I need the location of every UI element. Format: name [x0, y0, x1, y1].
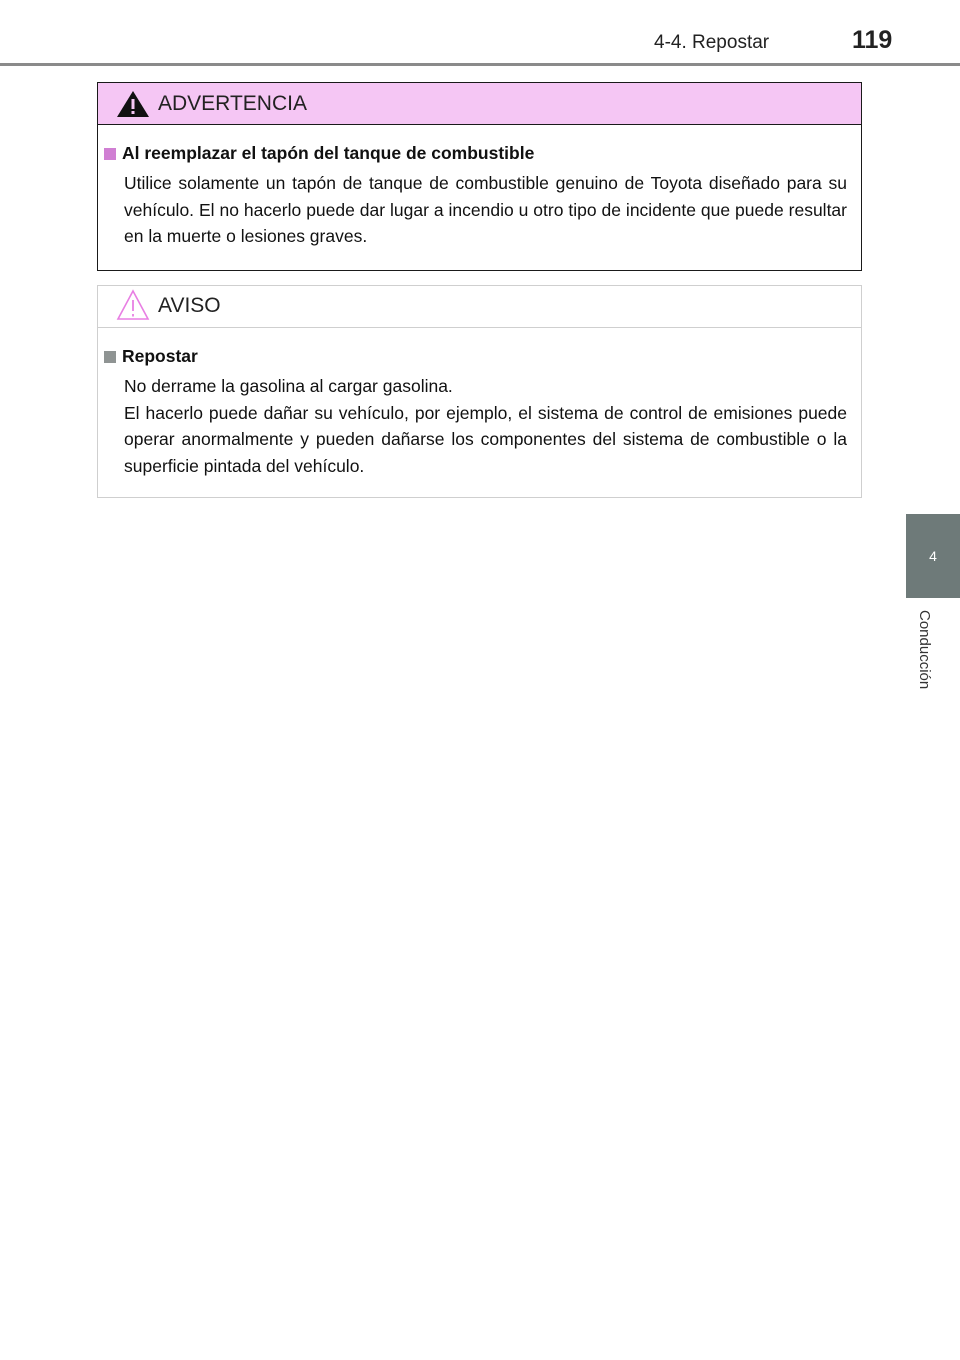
warning-body: [98, 125, 861, 250]
warning-item-text: [124, 170, 847, 250]
header-divider: [0, 63, 960, 66]
chapter-label: Conducción: [916, 610, 933, 690]
notice-box: [97, 285, 862, 498]
notice-body: [98, 328, 861, 479]
notice-paragraph-2: El hacerlo puede dañar su vehículo, por ejemplo, el sistema de control de emisiones puede operar anormalmente y pueden dañarse los componentes del sistema de combustible o la superficie pintada del vehículo.: [124, 402, 847, 476]
notice-item-title: [104, 346, 847, 367]
section-title: 4-4. Repostar: [654, 32, 770, 53]
warning-item-title: [104, 143, 847, 164]
notice-item-title-text: Repostar: [122, 346, 198, 366]
caution-triangle-outline-icon: [116, 288, 150, 327]
warning-triangle-icon: [116, 90, 150, 123]
warning-header: [98, 83, 861, 125]
chapter-tab[interactable]: [906, 514, 960, 598]
square-bullet-icon: [104, 148, 116, 160]
warning-item-title-text: Al reemplazar el tapón del tanque de combustible: [122, 143, 535, 163]
square-bullet-icon: [104, 351, 116, 363]
warning-box: [97, 82, 862, 271]
notice-item-text: [124, 373, 847, 479]
notice-header: [98, 286, 861, 328]
notice-paragraph-1: No derrame la gasolina al cargar gasolina.: [124, 376, 453, 396]
warning-label: ADVERTENCIA: [158, 92, 307, 115]
warning-paragraph: Utilice solamente un tapón de tanque de combustible genuino de Toyota diseñado para su vehículo. El no hacerlo puede dar lugar a incendio u otro tipo de incidente que puede resultar en la muerte o lesiones graves.: [124, 173, 847, 246]
notice-label: AVISO: [158, 294, 221, 317]
page-number: 119: [852, 26, 893, 54]
chapter-number: 4: [929, 548, 937, 564]
